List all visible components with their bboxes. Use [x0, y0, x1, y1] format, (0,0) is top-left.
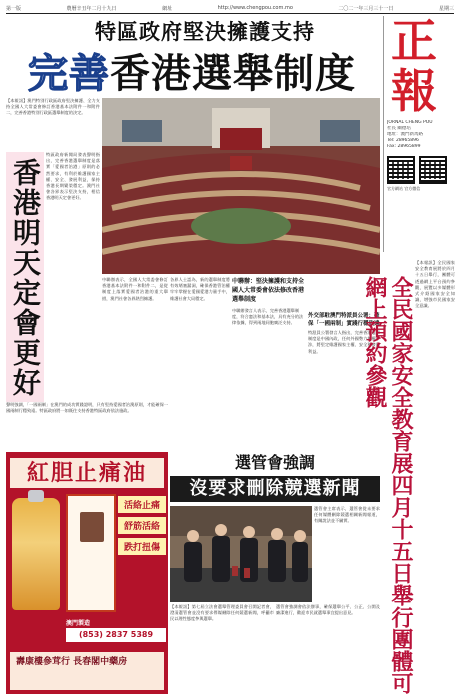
ad-slogan: 跌打扭傷	[118, 538, 166, 555]
sub-article-headline: 中聯辦：堅決擁護和支持全國人大常委會依法修改香港選舉制度	[232, 278, 305, 303]
article-column: 中聯辦表示，全國人大常委會修訂香港基本法附件一和附件二，是從制度上落實愛國者治港的重大舉措，澳門社會各界熱烈擁護。	[102, 277, 168, 301]
qr-code-icon[interactable]	[387, 156, 415, 184]
website-link[interactable]: http://www.chengpou.com.mo	[217, 5, 293, 11]
masthead-info-line: 地址：澳門新馬路	[387, 132, 423, 137]
story2-headline	[170, 452, 380, 504]
page-header-bar	[6, 3, 454, 14]
masthead	[383, 16, 455, 252]
vertical-headline	[6, 152, 44, 402]
lead-body: 特區政府新聞局發表聲明指出，完善香港選舉制度是落實「愛國者治港」原則的必然要求，有利於維護國家主權、安全、發展利益，保持香港長期繁榮穩定。澳門社會各界表示堅決支持，相信香港明天定會更好。	[46, 152, 100, 201]
masthead-info-line: Tel: 28965896	[387, 138, 419, 143]
sub-article	[232, 277, 306, 448]
page-number: 第一版	[6, 5, 22, 12]
publication-date: 二〇二一年三月三十一日	[338, 5, 394, 12]
masthead-info-line: JORNAL CHENG POU	[387, 120, 433, 125]
right-column-body: 【本報訊】全民國家安全教育展將於四月十五日舉行，團體可透過網上平台預約參觀，展覽以多媒體形式介紹國家安全知識，增強市民國家安全意識。	[415, 260, 455, 309]
ad-slogan: 舒筋活絡	[118, 517, 166, 534]
advertisement[interactable]	[6, 452, 168, 694]
right-column-story	[362, 256, 455, 694]
headline-line-1: 特區政府堅決擁護支持	[95, 19, 315, 44]
headline-highlight: 完善	[28, 50, 110, 97]
story2-body: 【本報訊】第七屆立法會選舉管理委員會召開記者會，澄清選管會並沒有要求傳媒刪除任何競選新聞，呼籲市民以理性態度參與選舉。	[170, 604, 274, 622]
newspaper-logo: 正報	[391, 14, 437, 118]
right-column-headline: 全民國家安全教育展四月十五日舉行團體可網上預約參觀	[362, 276, 413, 694]
headline-main: 香港選舉制度	[110, 50, 356, 97]
vertical-headline-text: 香港明天定會更好	[9, 158, 42, 398]
lead-continued: 聲明強調，「一國兩制」在澳門的成功實踐證明，只有堅持愛國者治澳原則，才能確保一國兩制行穩致遠。特區政府將一如既往支持香港特區政府依法施政。	[6, 402, 168, 414]
masthead-info-line: 社長 關德培	[387, 126, 411, 131]
ad-footer: 壽康樓參茸行 長春閣中藥房	[10, 652, 164, 690]
story2-subtitle: 沒要求刪除競選新聞	[170, 476, 380, 502]
side-article-headline: 外交部駐澳門特派員公署：確保「一國兩制」實踐行穩致遠	[308, 313, 380, 327]
ad-slogan: 活絡止痛	[118, 496, 166, 513]
product-box-icon	[66, 494, 116, 612]
website-label: 網址	[162, 5, 173, 12]
qr-caption: 官方網站 官方微信	[387, 186, 421, 191]
ad-made-in: 澳門製造	[66, 620, 91, 627]
story2-body: 選管會強調會依法辦事，確保選舉公平、公正、公開及廉潔進行，歡迎市民就選舉事宜提出意見。	[276, 604, 380, 616]
sub-article-body: 中聯辦發言人表示，完善香港選舉制度，符合憲法和基本法，具有充分的法律依據，得到兩地同胞廣泛支持。	[232, 308, 304, 326]
masthead-info	[387, 120, 455, 150]
lead-paragraph: 【本報訊】澳門特別行政區政府堅決擁護、全力支持全國人大常委會修訂香港基本法附件一和附件二，完善香港特別行政區選舉制度的決定。	[6, 98, 100, 116]
ad-slogans	[118, 496, 166, 555]
headline-line-2	[6, 44, 378, 96]
story2-caption: 選管會主席表示，選管會從未要求任何媒體刪除競選相關新聞報道，有關說法並不屬實。	[314, 506, 380, 524]
article-column: 各界人士認為，新的選舉制度將有效堵塞漏洞，確保香港管治權牢牢掌握在愛國愛港力量手中，維護社會大局穩定。	[170, 277, 230, 301]
story2-title: 選管會強調	[234, 453, 315, 472]
oil-bottle-icon	[12, 498, 60, 610]
ad-phone: (853) 2837 5389	[66, 628, 166, 642]
legislative-chamber-photo	[102, 98, 380, 274]
ad-title: 紅胆止痛油	[10, 458, 164, 488]
lunar-date: 農曆辛丑年二月十九日	[66, 5, 117, 12]
masthead-info-line: Fax: 28965899	[387, 144, 421, 149]
side-article-body: 特派員公署發言人指出，完善香港選舉制度是中國內政，任何外國勢力無權干涉，將堅定維護國家主權、安全和發展利益。	[308, 330, 380, 354]
qr-code-icon[interactable]	[419, 156, 447, 184]
weekday: 星期三	[438, 5, 454, 12]
press-conference-photo	[170, 506, 312, 602]
qr-codes	[387, 156, 455, 184]
